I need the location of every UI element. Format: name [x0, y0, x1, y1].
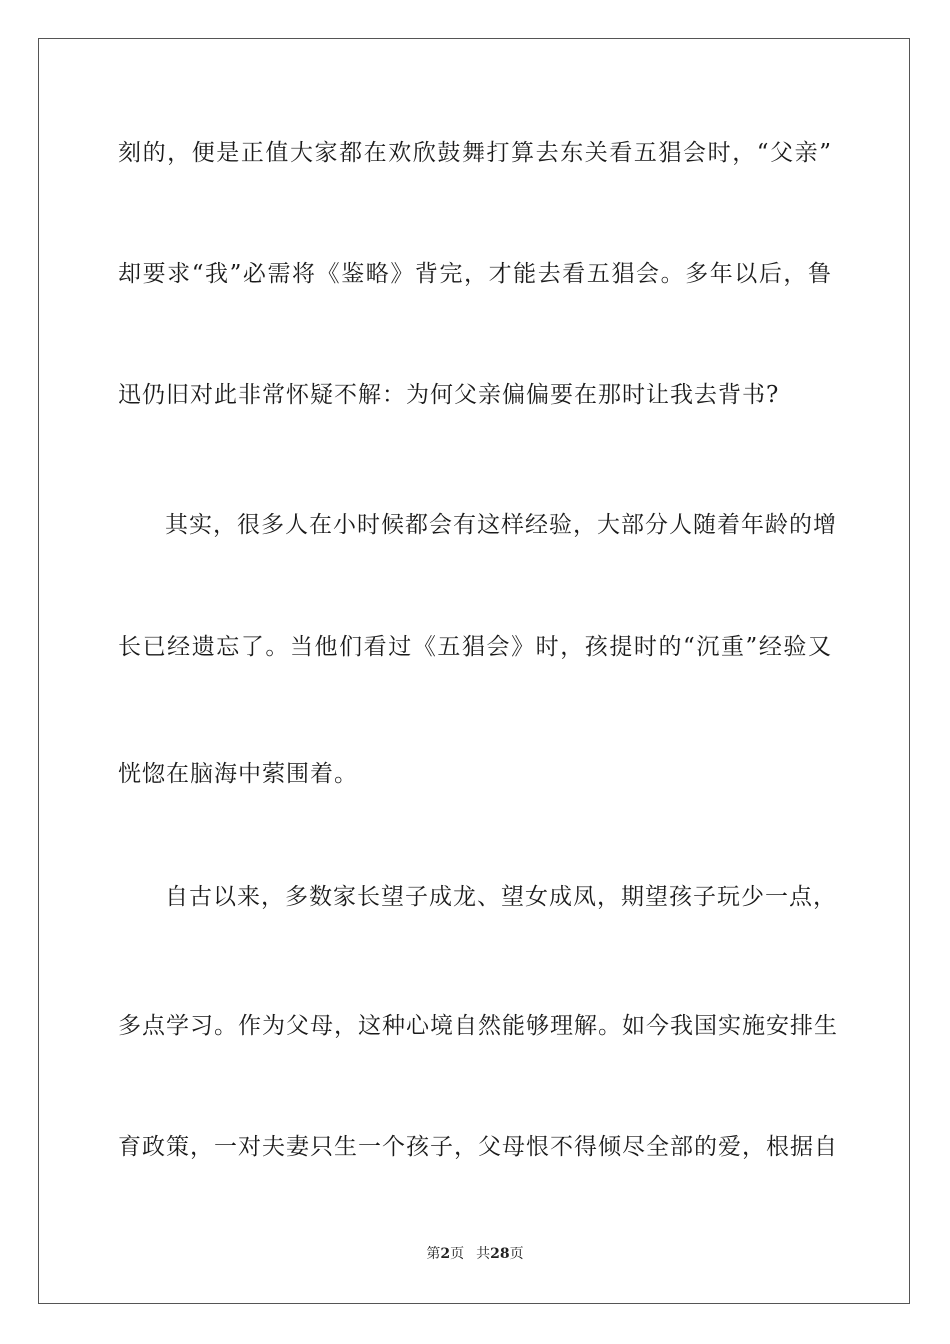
page-border [38, 38, 910, 1304]
body-line-5: 长已经遗忘了。当他们看过《五猖会》时，孩提时的“沉重”经验又 [118, 634, 832, 660]
body-line-8: 多点学习。作为父母，这种心境自然能够理解。如今我国实施安排生 [118, 1013, 838, 1039]
body-line-1: 刻的，便是正值大家都在欢欣鼓舞打算去东关看五猖会时，“父亲” [118, 140, 832, 166]
body-line-3: 迅仍旧对此非常怀疑不解：为何父亲偏偏要在那时让我去背书? [118, 382, 780, 408]
total-pages: 28 [490, 1246, 510, 1262]
body-line-2: 却要求“我”必需将《鉴略》背完，才能去看五猖会。多年以后，鲁 [118, 261, 832, 287]
page-label-suffix: 页 [450, 1246, 465, 1262]
body-line-7: 自古以来，多数家长望子成龙、望女成凤，期望孩子玩少一点， [165, 884, 837, 910]
body-line-9: 育政策，一对夫妻只生一个孩子，父母恨不得倾尽全部的爱，根据自 [118, 1134, 838, 1160]
page-number: 2 [440, 1246, 451, 1262]
body-line-6: 恍惚在脑海中萦围着。 [118, 761, 358, 787]
page-label-prefix: 第 [426, 1246, 441, 1262]
body-line-4: 其实，很多人在小时候都会有这样经验，大部分人随着年龄的增 [165, 512, 837, 538]
total-label-suffix: 页 [509, 1246, 524, 1262]
total-label-prefix: 共 [476, 1246, 491, 1262]
page-footer [0, 1244, 950, 1264]
